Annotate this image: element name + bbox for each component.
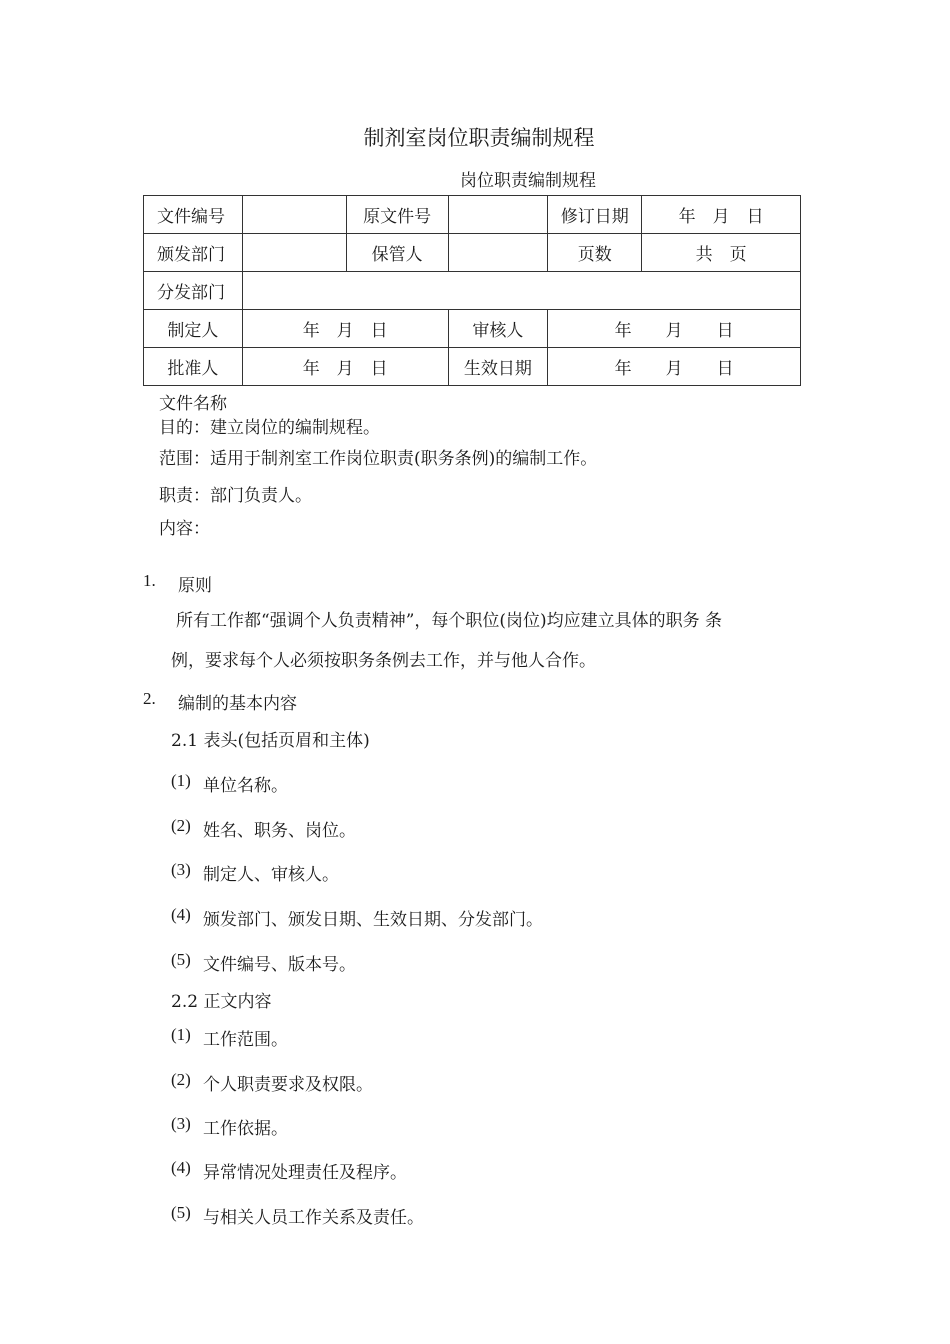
section-1-number: 1. — [143, 571, 156, 590]
list-item: 与相关人员工作关系及责任。 — [203, 1208, 424, 1228]
scope-line: 范围：适用于制剂室工作岗位职责(职务条例)的编制工作。 — [159, 449, 598, 469]
section-2-number: 2. — [143, 689, 156, 708]
subsection-2-1-title: 2.1 表头(包括页眉和主体) — [171, 731, 370, 751]
list-item-number: (5) — [171, 950, 191, 969]
list-item: 工作范围。 — [203, 1030, 288, 1050]
label-approved-by: 批准人 — [144, 348, 243, 386]
value-custodian — [448, 234, 548, 272]
table-row — [144, 348, 801, 386]
value-reviewed-date: 年 月 日 — [548, 310, 801, 348]
list-item: 异常情况处理责任及程序。 — [203, 1163, 407, 1183]
table-row — [144, 196, 801, 234]
list-item-number: (1) — [171, 1025, 191, 1044]
value-original-doc-number — [448, 196, 548, 234]
section-1-text: 所有工作都“强调个人负责精神”，每个职位(岗位)均应建立具体的职务 条 — [176, 611, 723, 631]
list-item-number: (4) — [171, 1158, 191, 1177]
section-1-text-cont: 例，要求每个人必须按职务条例去工作，并与他人合作。 — [171, 651, 596, 671]
label-original-doc-number: 原文件号 — [346, 196, 448, 234]
list-item-number: (3) — [171, 1114, 191, 1133]
document-title: 制剂室岗位职责编制规程 — [363, 126, 595, 150]
value-prepared-date: 年 月 日 — [242, 310, 448, 348]
label-effective-date: 生效日期 — [448, 348, 548, 386]
list-item: 个人职责要求及权限。 — [203, 1075, 373, 1095]
label-issuing-dept: 颁发部门 — [144, 234, 243, 272]
value-issuing-dept — [242, 234, 346, 272]
responsibility-line: 职责：部门负责人。 — [159, 486, 312, 506]
document-subtitle: 岗位职责编制规程 — [460, 171, 596, 191]
value-distribution-dept — [242, 272, 800, 310]
value-revision-date: 年 月 日 — [642, 196, 801, 234]
list-item-number: (2) — [171, 1070, 191, 1089]
subsection-2-2-title: 2.2 正文内容 — [171, 992, 272, 1012]
list-item-number: (2) — [171, 816, 191, 835]
value-page-count: 共 页 — [642, 234, 801, 272]
table-row — [144, 234, 801, 272]
list-item-number: (4) — [171, 905, 191, 924]
list-item: 单位名称。 — [203, 776, 288, 796]
label-distribution-dept: 分发部门 — [144, 272, 243, 310]
section-1-title: 原则 — [178, 576, 212, 596]
value-doc-number — [242, 196, 346, 234]
list-item: 工作依据。 — [203, 1119, 288, 1139]
list-item: 颁发部门、颁发日期、生效日期、分发部门。 — [203, 910, 543, 930]
value-effective-date: 年 月 日 — [548, 348, 801, 386]
label-custodian: 保管人 — [346, 234, 448, 272]
file-name-label: 文件名称 — [159, 394, 227, 414]
list-item: 文件编号、版本号。 — [203, 955, 356, 975]
list-item-number: (3) — [171, 860, 191, 879]
list-item-number: (5) — [171, 1203, 191, 1222]
label-doc-number: 文件编号 — [144, 196, 243, 234]
label-page-count: 页数 — [548, 234, 642, 272]
list-item: 姓名、职务、岗位。 — [203, 821, 356, 841]
label-reviewed-by: 审核人 — [448, 310, 548, 348]
list-item-number: (1) — [171, 771, 191, 790]
content-line: 内容： — [159, 519, 210, 539]
table-row — [144, 310, 801, 348]
list-item: 制定人、审核人。 — [203, 865, 339, 885]
purpose-line: 目的：建立岗位的编制规程。 — [159, 418, 380, 438]
label-revision-date: 修订日期 — [548, 196, 642, 234]
value-approved-date: 年 月 日 — [242, 348, 448, 386]
section-2-title: 编制的基本内容 — [178, 694, 297, 714]
document-control-table — [143, 195, 801, 386]
table-row — [144, 272, 801, 310]
label-prepared-by: 制定人 — [144, 310, 243, 348]
